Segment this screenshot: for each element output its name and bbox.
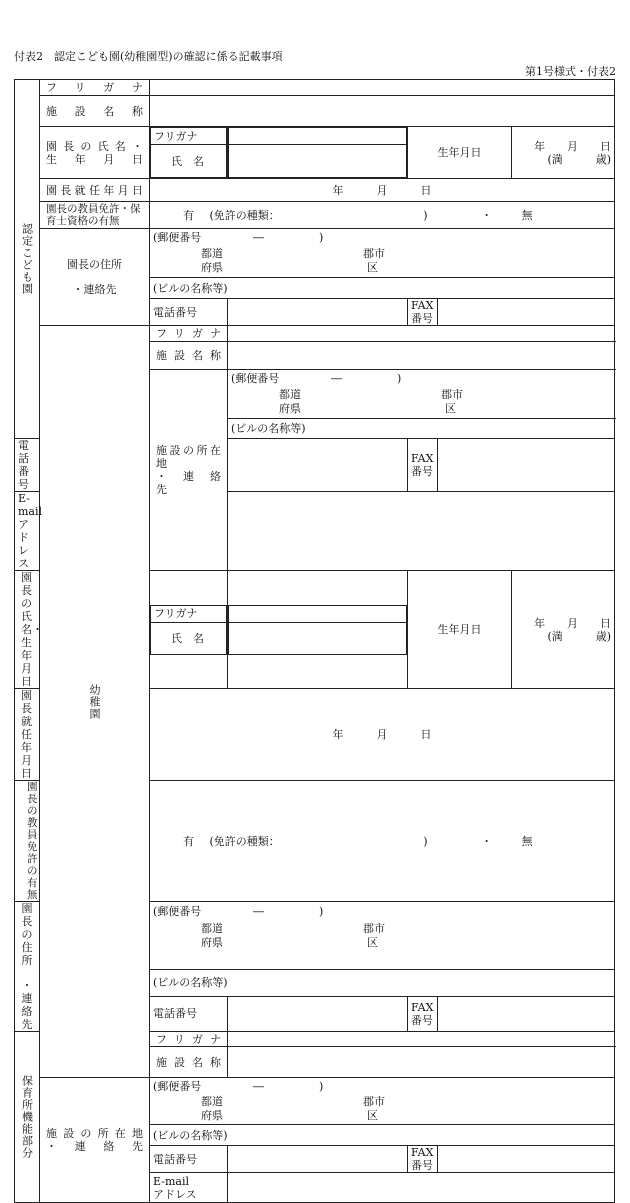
license-field-2[interactable] bbox=[150, 781, 615, 902]
city-label-4: 区 bbox=[445, 402, 456, 415]
building-label-3: (ビルの名称等) bbox=[153, 976, 228, 990]
city-label-8: 区 bbox=[367, 1109, 378, 1122]
email-field-2[interactable] bbox=[228, 1173, 615, 1203]
postal-dash: ― bbox=[253, 231, 264, 244]
fax-label-3: FAX番号 bbox=[408, 996, 438, 1031]
building-field-3[interactable] bbox=[150, 970, 615, 996]
address-label-line1: 園長の住所 bbox=[67, 258, 122, 271]
fax-label-2: FAX番号 bbox=[408, 439, 438, 492]
email-label-line1: E-mail bbox=[18, 492, 43, 518]
license-type-label: (免許の種類： bbox=[209, 208, 280, 222]
city-label-1: 郡市 bbox=[363, 247, 385, 260]
facility-furigana-field-3[interactable] bbox=[228, 1032, 615, 1047]
inauguration-label-2: 園長就任年月日 bbox=[15, 689, 40, 781]
license-field[interactable] bbox=[150, 202, 615, 229]
director-name-line1: 園長の氏名・ bbox=[46, 139, 143, 153]
city-label-6: 区 bbox=[367, 936, 378, 949]
location-address-field-2[interactable] bbox=[150, 1078, 615, 1125]
birthdate-field-2[interactable] bbox=[512, 571, 615, 689]
license-close-paren: ) bbox=[423, 208, 428, 222]
furigana-label: フリガナ bbox=[40, 80, 150, 96]
address-label-2 bbox=[15, 902, 40, 1032]
director-name-field[interactable] bbox=[228, 127, 408, 179]
facility-furigana-field-2[interactable] bbox=[228, 326, 615, 342]
email-label bbox=[15, 492, 43, 571]
location-label-2-line2: ・ 連 絡 先 bbox=[46, 1140, 143, 1153]
postal-dash-3: ― bbox=[253, 905, 264, 918]
postal-label-2: (郵便番号 bbox=[231, 372, 280, 385]
pref-label-4: 府県 bbox=[279, 402, 301, 415]
shimei-sub-label: 氏 名 bbox=[151, 145, 227, 178]
address-label bbox=[40, 229, 150, 326]
city-label-7: 郡市 bbox=[363, 1095, 385, 1108]
postal-label-4: (郵便番号 bbox=[153, 1080, 202, 1093]
section-label-kodomo: 認定こども園 bbox=[15, 80, 40, 439]
facility-furigana-field[interactable] bbox=[150, 80, 615, 96]
pref-label-6: 府県 bbox=[201, 936, 223, 949]
address-label-2-line1: 園長の住所 bbox=[21, 902, 33, 967]
license-no-2: 無 bbox=[521, 834, 533, 848]
facility-name-field-3[interactable] bbox=[228, 1047, 615, 1078]
pref-label-8: 府県 bbox=[201, 1109, 223, 1122]
license-type-label-2: (免許の種類： bbox=[209, 834, 280, 848]
postal-dash-2: ― bbox=[331, 372, 342, 385]
city-label-5: 郡市 bbox=[363, 922, 385, 935]
address-field[interactable] bbox=[150, 229, 615, 278]
director-name-line1-2: 園長の氏名・ bbox=[21, 571, 43, 636]
director-name-label bbox=[40, 127, 150, 179]
license-label-2: 園長の教員免許の有無 bbox=[15, 781, 40, 902]
page-title: 付表2 認定こども園(幼稚園型)の確認に係る記載事項 bbox=[14, 50, 283, 63]
tel-label-4: 電話番号 bbox=[150, 1146, 228, 1173]
postal-close-4: ) bbox=[319, 1080, 324, 1093]
director-name-line2-2: 生年月日 bbox=[21, 636, 32, 688]
building-label: (ビルの名称等) bbox=[153, 281, 228, 295]
building-field-4[interactable] bbox=[150, 1125, 615, 1146]
birthdate-field[interactable] bbox=[512, 127, 615, 179]
facility-name-field-2[interactable] bbox=[228, 342, 615, 370]
form-table bbox=[14, 79, 615, 1203]
fax-field-2[interactable] bbox=[438, 439, 615, 492]
email-label-2-line1: E-mail bbox=[153, 1174, 189, 1188]
birthdate-ymd: 年 月 日 bbox=[534, 139, 612, 153]
inauguration-date-text-2: 年 月 日 bbox=[332, 728, 432, 741]
postal-dash-4: ― bbox=[253, 1080, 264, 1093]
location-label bbox=[150, 370, 232, 571]
furigana-label-2: フリガナ bbox=[150, 326, 228, 342]
email-label-2-line2: アドレス bbox=[153, 1187, 197, 1201]
director-furigana-name-labels-2 bbox=[150, 571, 228, 689]
fax-field[interactable] bbox=[438, 299, 615, 326]
inauguration-date-field[interactable] bbox=[150, 179, 615, 202]
section-label-hoiku: 保育所機能部分 bbox=[15, 1032, 40, 1203]
facility-name-label: 施設名称 bbox=[40, 96, 150, 127]
tel-field[interactable] bbox=[228, 299, 408, 326]
fax-field-3[interactable] bbox=[438, 996, 615, 1031]
inauguration-date-field-2[interactable] bbox=[150, 689, 615, 781]
license-close-paren-2: ) bbox=[423, 834, 428, 848]
birthdate-label: 生年月日 bbox=[408, 127, 512, 179]
birthdate-age: (満 歳) bbox=[547, 152, 612, 166]
license-no: 無 bbox=[521, 208, 533, 222]
fax-label: FAX番号 bbox=[408, 299, 438, 326]
shimei-sub-label-2: 氏 名 bbox=[151, 622, 227, 654]
facility-name-field[interactable] bbox=[150, 96, 615, 127]
tel-label-2: 電話番号 bbox=[15, 439, 40, 492]
license-dot: ・ bbox=[481, 208, 493, 222]
pref-label-3: 都道 bbox=[279, 388, 301, 401]
inauguration-date-text: 年 月 日 bbox=[332, 183, 432, 197]
tel-field-4[interactable] bbox=[228, 1146, 408, 1173]
postal-label-3: (郵便番号 bbox=[153, 905, 202, 918]
tel-field-2[interactable] bbox=[228, 439, 408, 492]
furigana-sub-label: フリガナ bbox=[151, 128, 227, 145]
location-label-2-line1: 施設の所在地 bbox=[46, 1127, 143, 1140]
email-label-line2: アドレス bbox=[18, 518, 29, 570]
director-name-field-2[interactable] bbox=[228, 571, 408, 689]
location-address-field[interactable] bbox=[228, 370, 615, 419]
section-label-youchien: 幼稚園 bbox=[40, 326, 150, 1078]
pref-label-1: 都道 bbox=[201, 247, 223, 260]
tel-label: 電話番号 bbox=[150, 299, 228, 326]
director-name-label-2 bbox=[15, 571, 43, 689]
email-field[interactable] bbox=[228, 492, 615, 571]
location-label-2 bbox=[40, 1078, 150, 1203]
inauguration-label: 園長就任年月日 bbox=[40, 179, 150, 202]
email-label-2 bbox=[150, 1173, 228, 1203]
birthdate-label-2: 生年月日 bbox=[408, 571, 512, 689]
location-label-line2: ・ 連 絡 先 bbox=[156, 470, 232, 496]
postal-close-3: ) bbox=[319, 905, 324, 918]
building-label-2: (ビルの名称等) bbox=[231, 422, 306, 435]
building-field-2[interactable] bbox=[228, 419, 615, 439]
license-yes-2: 有 bbox=[183, 834, 194, 848]
building-label-4: (ビルの名称等) bbox=[153, 1128, 228, 1142]
birthdate-ymd-2: 年 月 日 bbox=[534, 616, 612, 630]
address-label-2-line2: ・連絡先 bbox=[21, 979, 33, 1031]
fax-label-4: FAX番号 bbox=[408, 1146, 438, 1173]
director-name-line2: 生年月日 bbox=[46, 152, 143, 166]
pref-label-2: 府県 bbox=[201, 261, 223, 274]
director-furigana-name-labels bbox=[150, 127, 228, 179]
pref-label-5: 都道 bbox=[201, 922, 223, 935]
postal-close: ) bbox=[319, 231, 324, 244]
license-yes: 有 bbox=[183, 208, 194, 222]
facility-name-label-2: 施設名称 bbox=[150, 342, 228, 370]
facility-name-label-3: 施設名称 bbox=[150, 1047, 228, 1078]
building-field[interactable] bbox=[150, 278, 615, 299]
location-label-line1: 施設の所在地 bbox=[156, 444, 221, 470]
city-label-2: 区 bbox=[367, 261, 378, 274]
furigana-sub-label-2: フリガナ bbox=[151, 605, 227, 622]
address-field-2[interactable] bbox=[150, 902, 615, 970]
address-label-line2: ・連絡先 bbox=[72, 283, 117, 296]
tel-field-3[interactable] bbox=[228, 996, 408, 1031]
pref-label-7: 都道 bbox=[201, 1095, 223, 1108]
city-label-3: 郡市 bbox=[441, 388, 463, 401]
postal-label: (郵便番号 bbox=[153, 231, 202, 244]
furigana-label-3: フリガナ bbox=[150, 1032, 228, 1047]
license-label: 園長の教員免許・保育士資格の有無 bbox=[40, 202, 150, 229]
postal-close-2: ) bbox=[397, 372, 402, 385]
tel-label-3: 電話番号 bbox=[150, 996, 228, 1031]
birthdate-age-2: (満 歳) bbox=[547, 629, 612, 643]
fax-field-4[interactable] bbox=[438, 1146, 615, 1173]
license-dot-2: ・ bbox=[481, 834, 493, 848]
form-number: 第1号様式・付表2 bbox=[525, 65, 616, 78]
